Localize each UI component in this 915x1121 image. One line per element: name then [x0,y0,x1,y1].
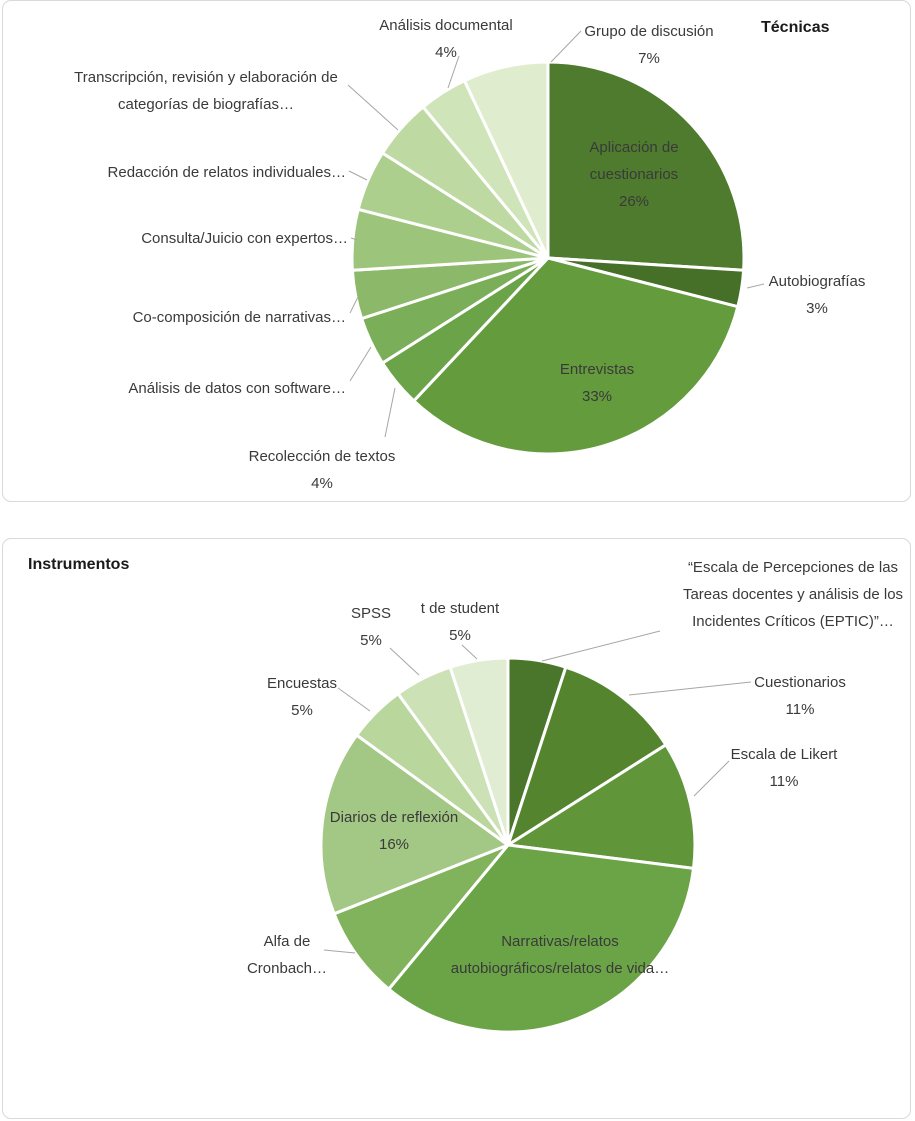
slice-label-line: 5% [449,627,471,644]
slice-label-line: Consulta/Juicio con expertos… [141,230,348,247]
slice-label-analisis-documental [379,12,512,66]
slice-label-line: SPSS [350,605,392,622]
slice-label-cuestionarios [754,669,846,723]
slice-label-line: Co-composición de narrativas… [132,309,346,326]
slice-label-line: Grupo de discusión [584,23,714,40]
slice-label-line: Tareas docentes y análisis de los [682,586,904,603]
slice-label-encuestas [267,670,337,724]
slice-label-redaccion-de-relatos-individuales [108,159,346,186]
slice-label-co-composicion-de-narrativas [133,304,346,331]
slice-label-recoleccion-de-textos [249,443,396,497]
slice-label-narrativas-relatos-autobiograficos-relatos [451,928,669,982]
slice-label-line: 7% [638,50,660,67]
slice-label-line: Narrativas/relatos [501,933,619,950]
slice-label-line: 4% [311,475,333,492]
slice-label-autobiografias [769,268,866,322]
slice-label-line: 5% [360,632,382,649]
slice-label-spss [351,600,391,654]
slice-label-consulta-juicio-con-expertos [141,225,348,252]
slice-label-escala-de-percepciones-de-las-tareas-docen [683,554,903,635]
slice-label-diarios-de-reflexion [330,804,458,858]
slice-label-line: Encuestas [266,675,338,692]
slice-label-transcripcion-revision-y-elaboracion-de-ca [74,64,338,118]
slice-label-line: 4% [435,44,457,61]
slice-label-line: Análisis de datos con software… [128,380,346,397]
slice-label-line: categorías de biografías… [118,96,294,113]
slice-label-grupo-de-discusion [584,18,713,72]
slice-label-line: Autobiografías [768,273,866,290]
slice-label-line: Entrevistas [559,361,635,378]
slice-label-line: 3% [806,300,828,317]
slice-label-line: Incidentes Críticos (EPTIC)”… [692,613,894,630]
slice-label-line: 11% [769,773,799,790]
slice-label-line: cuestionarios [589,166,679,183]
slice-label-line: 16% [378,836,410,853]
slice-label-line: 26% [618,193,650,210]
slice-label-line: Cronbach… [246,960,328,977]
tecnicas-chart-title: Técnicas [761,19,830,36]
slice-label-line: 5% [291,702,313,719]
slice-label-line: Alfa de [263,933,311,950]
slice-label-entrevistas [560,356,634,410]
slice-label-alfa-de-cronbach [247,928,327,982]
slice-label-line: Diarios de reflexión [329,809,459,826]
slice-label-line: Recolección de textos [248,448,396,465]
slice-label-line: t de student [420,600,500,617]
slice-label-line: Cuestionarios [754,674,846,691]
instrumentos-chart-title: Instrumentos [28,556,130,573]
slice-label-line: Transcripción, revisión y elaboración de [74,69,338,86]
slice-label-escala-de-likert [731,741,838,795]
slice-label-line: Escala de Likert [730,746,838,763]
slice-label-line: 11% [785,701,815,718]
slice-label-analisis-de-datos-con-software [128,375,346,402]
slice-label-line: autobiográficos/relatos de vida… [450,960,670,977]
slice-label-aplicacion-de-cuestionarios [589,134,678,215]
slice-label-line: Aplicación de [589,139,679,156]
slice-label-t-de-student [421,595,499,649]
slice-label-line: Análisis documental [379,17,513,34]
slice-label-line: “Escala de Percepciones de las [687,559,899,576]
slice-label-line: Redacción de relatos individuales… [107,164,346,181]
slice-label-line: 33% [581,388,613,405]
